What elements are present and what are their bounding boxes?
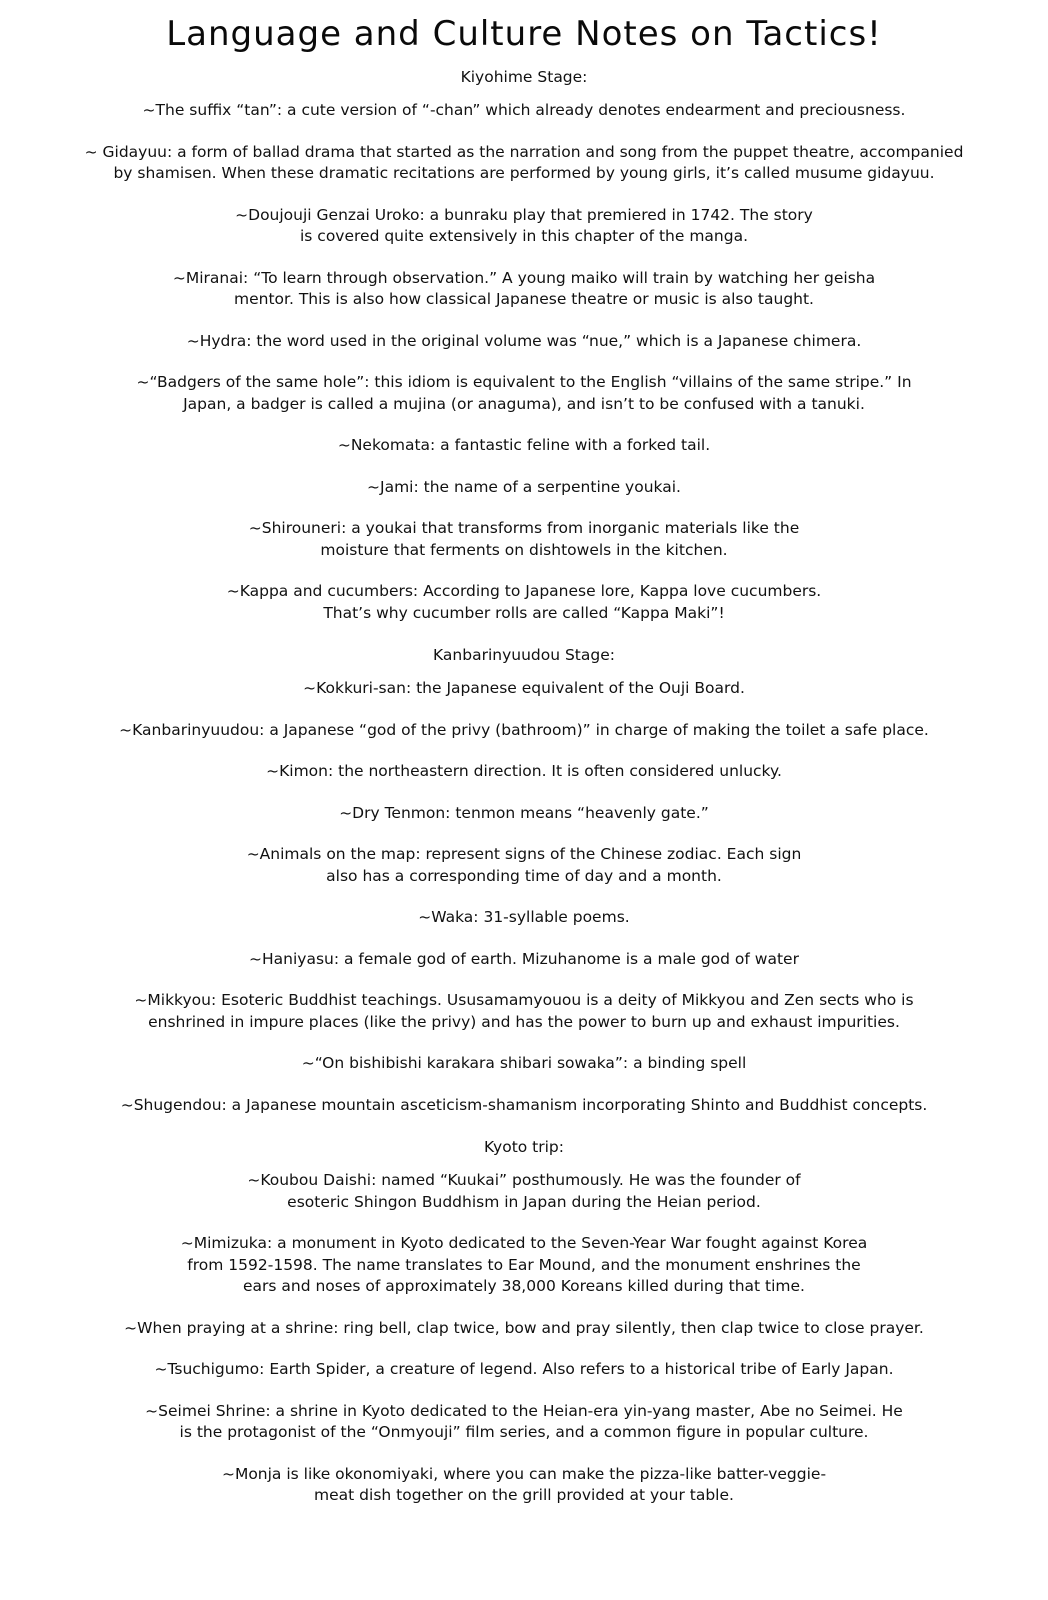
note-entry [60, 268, 988, 311]
note-line: ~Shugendou: a Japanese mountain asceticism-shamanism incorporating Shinto and Buddhist concepts. [120, 1095, 928, 1114]
note-entry [60, 761, 988, 783]
note-line: ~“On bishibishi karakara shibari sowaka”: a binding spell [301, 1054, 747, 1072]
note-line: That’s why cucumber rolls are called “Kappa Maki”! [323, 603, 725, 622]
note-line: ~Animals on the map: represent signs of the Chinese zodiac. Each sign [246, 845, 802, 863]
note-entry [60, 435, 988, 457]
note-entry [60, 477, 988, 499]
note-entry [60, 1359, 988, 1381]
note-line: from 1592-1598. The name translates to Ear Mound, and the monument enshrines the [187, 1255, 861, 1274]
note-line: ~Waka: 31-syllable poems. [418, 908, 630, 926]
note-line: ~Haniyasu: a female god of earth. Mizuhanome is a male god of water [249, 949, 799, 968]
note-line: ~Mimizuka: a monument in Kyoto dedicated to the Seven-Year War fought against Korea [180, 1234, 868, 1252]
note-line: is the protagonist of the “Onmyouji” film series, and a common figure in popular culture. [179, 1423, 869, 1441]
note-line: ~Monja is like okonomiyaki, where you can make the pizza-like batter-veggie- [221, 1464, 827, 1483]
note-entry [60, 518, 988, 561]
note-line: ~Nekomata: a fantastic feline with a forked tail. [337, 436, 711, 454]
note-line: ~Dry Tenmon: tenmon means “heavenly gate.” [339, 803, 709, 822]
note-entry [60, 142, 988, 185]
note-entry [60, 1464, 988, 1507]
note-line: ~Tsuchigumo: Earth Spider, a creature of legend. Also refers to a historical tribe of Early Japan. [154, 1360, 894, 1378]
notes-sections [60, 66, 988, 1507]
note-line: mentor. This is also how classical Japanese theatre or music is also taught. [234, 290, 814, 308]
note-line: Japan, a badger is called a mujina (or anaguma), and isn’t to be confused with a tanuki. [183, 394, 865, 413]
note-entry [60, 372, 988, 415]
note-line: ~When praying at a shrine: ring bell, clap twice, bow and pray silently, then clap twice to close prayer. [124, 1318, 924, 1337]
note-line: ~Koubou Daishi: named “Kuukai” posthumously. He was the founder of [247, 1171, 801, 1189]
note-entry [60, 803, 988, 825]
note-line: ears and noses of approximately 38,000 Koreans killed during that time. [242, 1277, 805, 1295]
note-entry [60, 990, 988, 1033]
note-line: also has a corresponding time of day and a month. [326, 866, 722, 885]
note-entry [60, 205, 988, 248]
note-line: ~“Badgers of the same hole”: this idiom is equivalent to the English “villains of the same stripe.” In [136, 373, 912, 391]
note-entry [60, 720, 988, 742]
notes-list [60, 1170, 988, 1507]
page-title: Language and Culture Notes on Tactics! [166, 14, 882, 54]
note-line: esoteric Shingon Buddhism in Japan during the Heian period. [287, 1192, 761, 1211]
note-line: is covered quite extensively in this chapter of the manga. [299, 227, 749, 245]
note-line: ~Doujouji Genzai Uroko: a bunraku play that premiered in 1742. The story [235, 205, 813, 224]
note-line: enshrined in impure places (like the privy) and has the power to burn up and exhaust impurities. [148, 1012, 900, 1031]
notes-list [60, 678, 988, 1116]
note-entry [60, 949, 988, 971]
note-entry [60, 907, 988, 929]
note-entry [60, 844, 988, 887]
note-entry [60, 1095, 988, 1117]
note-entry [60, 1318, 988, 1340]
note-entry [60, 1401, 988, 1444]
note-entry [60, 100, 988, 122]
note-line: ~Kanbarinyuudou: a Japanese “god of the privy (bathroom)” in charge of making the toilet a safe place. [119, 720, 929, 739]
note-line: ~Jami: the name of a serpentine youkai. [367, 477, 681, 496]
note-line: ~Kokkuri-san: the Japanese equivalent of the Ouji Board. [303, 679, 745, 697]
note-entry [60, 1233, 988, 1298]
note-line: ~Kappa and cucumbers: According to Japanese lore, Kappa love cucumbers. [226, 582, 822, 600]
note-line: ~The suffix “tan”: a cute version of “-chan” which already denotes endearment and preciousness. [142, 101, 906, 119]
note-line: ~Mikkyou: Esoteric Buddhist teachings. Ususamamyouou is a deity of Mikkyou and Zen sects who is [134, 991, 914, 1009]
section-heading: Kyoto trip: [484, 1138, 564, 1156]
note-entry [60, 331, 988, 353]
notes-list [60, 100, 988, 624]
note-entry [60, 678, 988, 700]
note-entry [60, 1170, 988, 1213]
note-line: meat dish together on the grill provided at your table. [314, 1486, 734, 1504]
section-heading: Kiyohime Stage: [460, 68, 588, 86]
note-line: ~Seimei Shrine: a shrine in Kyoto dedicated to the Heian-era yin-yang master, Abe no Seimei. He [145, 1401, 903, 1420]
note-line: moisture that ferments on dishtowels in the kitchen. [320, 540, 728, 559]
note-line: by shamisen. When these dramatic recitations are performed by young girls, it’s called musume gidayuu. [113, 164, 935, 182]
section-heading: Kanbarinyuudou Stage: [433, 646, 615, 664]
note-entry [60, 581, 988, 624]
note-line: ~ Gidayuu: a form of ballad drama that started as the narration and song from the puppet theatre, accompanied [84, 142, 964, 161]
note-line: ~Miranai: “To learn through observation.” A young maiko will train by watching her geisha [172, 268, 876, 287]
note-line: ~Kimon: the northeastern direction. It is often considered unlucky. [266, 762, 782, 780]
note-entry [60, 1053, 988, 1075]
note-line: ~Hydra: the word used in the original volume was “nue,” which is a Japanese chimera. [186, 331, 862, 350]
note-line: ~Shirouneri: a youkai that transforms from inorganic materials like the [248, 519, 800, 537]
